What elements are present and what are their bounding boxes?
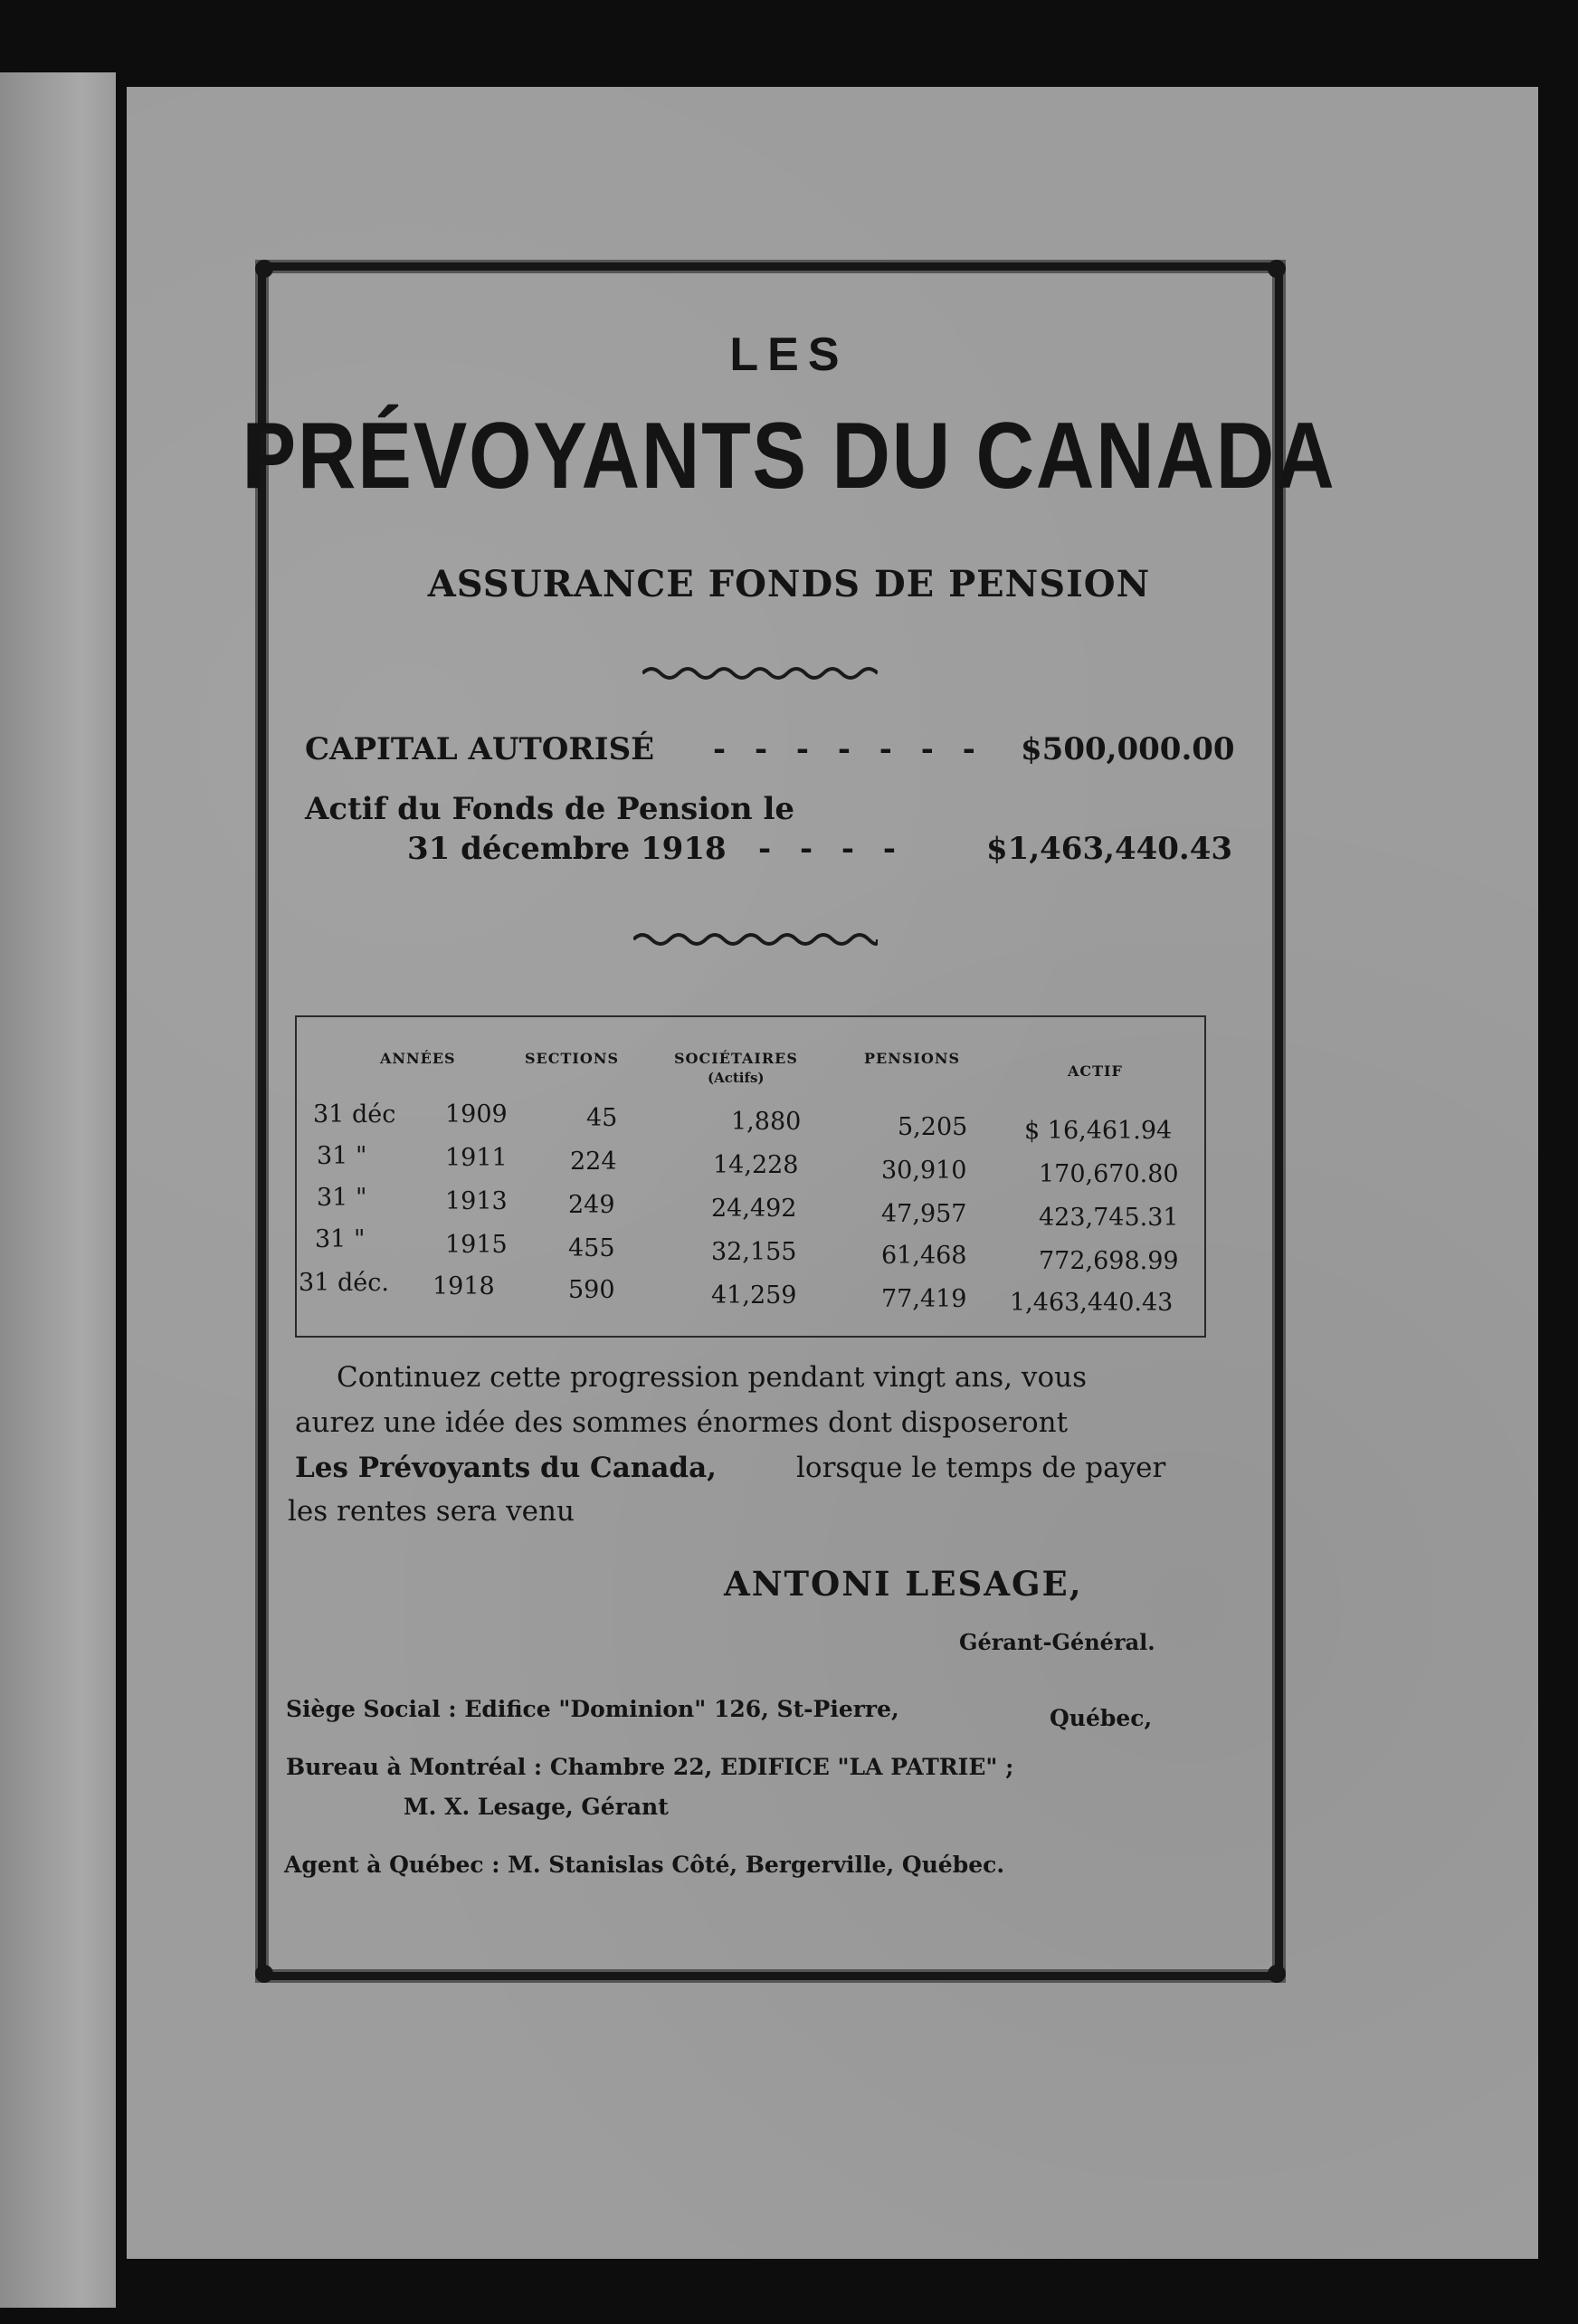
previous-page-edge — [0, 72, 116, 2308]
address-agent: Agent à Québec : M. Stanislas Côté, Bergerville, Québec. — [284, 1852, 1005, 1878]
table-cell-societaires: 41,259 — [711, 1281, 797, 1310]
actif-amount: $1,463,440.43 — [986, 831, 1233, 867]
paragraph-company-name: Les Prévoyants du Canada, — [295, 1452, 717, 1484]
table-cell-societaires: 24,492 — [711, 1195, 797, 1223]
actif-label: Actif du Fonds de Pension le — [305, 791, 795, 827]
table-cell-actif: 423,745.31 — [1039, 1204, 1179, 1232]
column-header-societaires: SOCIÉTAIRES — [674, 1050, 798, 1067]
table-cell-actif: 1,463,440.43 — [1010, 1289, 1174, 1317]
address-siege-city: Québec, — [1050, 1705, 1153, 1731]
table-cell-pensions: 5,205 — [898, 1113, 968, 1141]
table-cell-sections: 590 — [568, 1276, 615, 1304]
page-subtitle: ASSURANCE FONDS DE PENSION — [427, 563, 1151, 605]
heading-les: LES — [729, 329, 849, 381]
actif-date: 31 décembre 1918 — [407, 831, 727, 867]
ornament-squiggle — [642, 661, 878, 682]
capital-label: CAPITAL AUTORISÉ — [305, 731, 655, 767]
table-cell-societaires: 14,228 — [713, 1151, 799, 1179]
table-cell-societaires: 32,155 — [711, 1238, 797, 1266]
table-cell-actif: $ 16,461.94 — [1024, 1117, 1173, 1145]
border-corner-ornament — [246, 251, 282, 287]
page-title: PRÉVOYANTS DU CANADA — [242, 404, 1336, 509]
border-corner-ornament — [246, 1956, 282, 1992]
column-header-sections: SECTIONS — [525, 1050, 619, 1067]
table-cell-year: 1911 — [445, 1144, 508, 1172]
table-cell-day: 31 déc. — [299, 1269, 389, 1297]
table-cell-day: 31 déc — [313, 1100, 396, 1129]
table-cell-day: 31 " — [317, 1142, 367, 1170]
table-cell-sections: 455 — [568, 1234, 615, 1262]
table-cell-pensions: 47,957 — [881, 1200, 967, 1228]
column-header-pensions: PENSIONS — [864, 1050, 961, 1067]
table-cell-actif: 772,698.99 — [1039, 1247, 1179, 1275]
paragraph-line: Continuez cette progression pendant vingt ans, vous — [337, 1361, 1087, 1394]
table-cell-sections: 224 — [570, 1148, 617, 1176]
column-subheader-actifs: (Actifs) — [708, 1070, 765, 1086]
address-bureau-manager: M. X. Lesage, Gérant — [404, 1794, 669, 1820]
table-cell-pensions: 30,910 — [881, 1157, 967, 1185]
column-header-annees: ANNÉES — [380, 1050, 456, 1067]
table-cell-year: 1909 — [445, 1100, 508, 1129]
column-header-actif: ACTIF — [1068, 1062, 1123, 1080]
address-siege: Siège Social : Edifice "Dominion" 126, St-Pierre, — [286, 1696, 899, 1722]
border-corner-ornament — [1259, 251, 1295, 287]
table-cell-pensions: 61,468 — [881, 1242, 967, 1270]
capital-leaders: - - - - - - - — [713, 731, 984, 767]
table-cell-societaires: 1,880 — [731, 1108, 802, 1136]
table-cell-year: 1913 — [445, 1187, 508, 1215]
signatory-name: ANTONI LESAGE, — [724, 1564, 1083, 1604]
table-cell-day: 31 " — [317, 1184, 367, 1212]
table-cell-year: 1915 — [445, 1231, 508, 1259]
table-cell-actif: 170,670.80 — [1039, 1160, 1179, 1188]
table-cell-day: 31 " — [315, 1225, 366, 1253]
actif-leaders: - - - - — [758, 831, 905, 867]
table-cell-sections: 45 — [586, 1104, 618, 1132]
table-cell-sections: 249 — [568, 1191, 615, 1219]
paragraph-line: les rentes sera venu — [288, 1495, 575, 1528]
table-cell-pensions: 77,419 — [881, 1285, 967, 1313]
border-corner-ornament — [1259, 1956, 1295, 1992]
paragraph-line: lorsque le temps de payer — [796, 1452, 1166, 1484]
table-cell-year: 1918 — [433, 1272, 495, 1300]
paragraph-line: aurez une idée des sommes énormes dont disposeront — [295, 1406, 1069, 1439]
capital-amount: $500,000.00 — [1021, 731, 1235, 767]
address-bureau: Bureau à Montréal : Chambre 22, EDIFICE "LA PATRIE" ; — [286, 1754, 1014, 1780]
ornament-squiggle — [633, 927, 878, 948]
signatory-title: Gérant-Général. — [959, 1629, 1155, 1655]
